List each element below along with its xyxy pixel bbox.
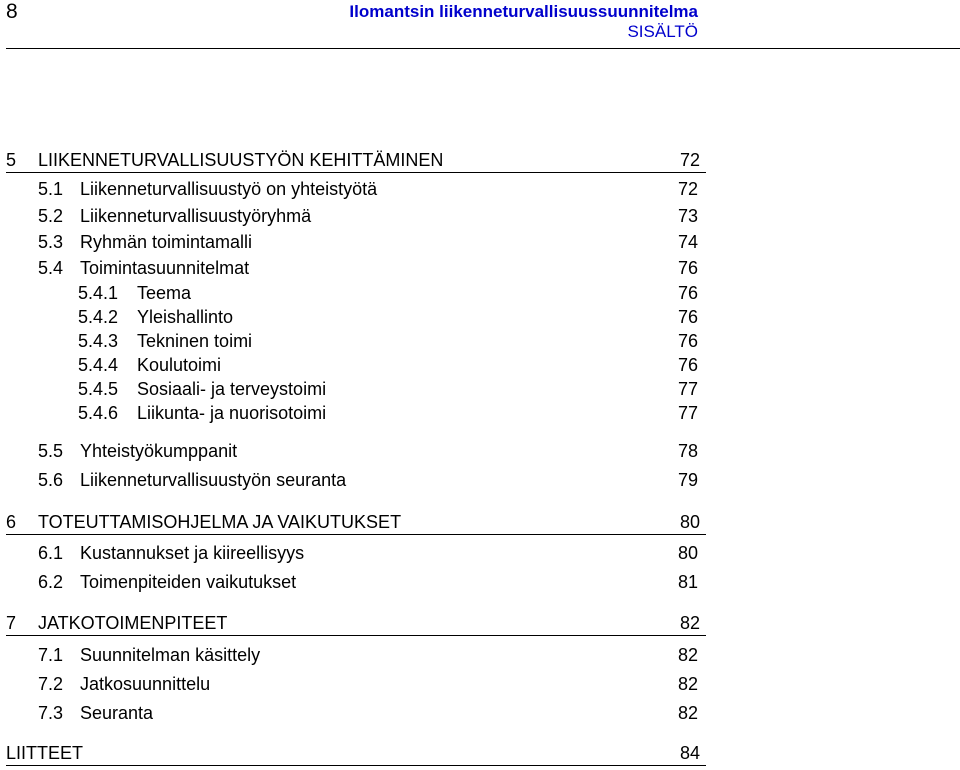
toc-entry [0,328,960,354]
toc-entry-page: 76 [677,258,698,278]
toc-entry-title: Jatkosuunnittelu [80,674,211,694]
toc-entry-title: Yleishallinto [137,307,234,327]
toc-entry [0,203,960,229]
toc-entry-page: 73 [677,206,698,226]
document-title: Ilomantsin liikenneturvallisuussuunnitelma [349,2,698,21]
toc-entry-page: 84 [679,743,700,763]
toc-entry-number: 5.4 [38,258,64,278]
toc-entry [0,400,960,426]
toc-entry-page: 76 [677,355,698,375]
toc-entry-number: 5.4.3 [78,331,119,351]
toc-entry [6,147,706,173]
toc-entry-number: 5.5 [38,441,64,461]
toc-entry [0,671,960,697]
toc-entry [0,280,960,306]
toc-entry-title: Toimenpiteiden vaikutukset [80,572,297,592]
toc-entry-title: Seuranta [80,703,154,723]
toc-entry-number: 5.4.2 [78,307,119,327]
toc-entry-title: Sosiaali- ja terveystoimi [137,379,327,399]
toc-entry-page: 74 [677,232,698,252]
toc-entry-title: Liikenneturvallisuustyön seuranta [80,470,347,490]
section-name: SISÄLTÖ [627,22,698,41]
toc-entry-number: 7.3 [38,703,64,723]
toc-entry [0,700,960,726]
toc-entry-page: 80 [679,512,700,532]
toc-entry-page: 76 [677,283,698,303]
toc-entry [0,176,960,202]
toc-entry-title: LIITTEET [6,743,84,763]
toc-entry [0,438,960,464]
toc-entry-title: Koulutoimi [137,355,222,375]
page-number: 8 [6,0,18,23]
toc-entry-page: 76 [677,331,698,351]
toc-entry-page: 80 [677,543,698,563]
toc-entry [0,569,960,595]
toc-entry [6,509,706,535]
toc-entry-title: Tekninen toimi [137,331,253,351]
toc-entry-page: 82 [677,645,698,665]
toc-entry-number: 5.4.6 [78,403,119,423]
toc-entry [0,304,960,330]
toc-entry-page: 82 [677,703,698,723]
toc-entry-title: Ryhmän toimintamalli [80,232,253,252]
toc-entry [0,229,960,255]
toc-entry-number: 6.1 [38,543,64,563]
toc-entry [6,610,706,636]
toc-entry [0,467,960,493]
toc-entry-number: 5.4.1 [78,283,119,303]
toc-entry-number: 5.1 [38,179,64,199]
toc-entry-title: Kustannukset ja kiireellisyys [80,543,305,563]
toc-entry-number: 6 [6,512,17,532]
toc-entry-title: Yhteistyökumppanit [80,441,238,461]
toc-entry-number: 6.2 [38,572,64,592]
toc-entry-title: Liikenneturvallisuustyö on yhteistyötä [80,179,378,199]
toc-entry [0,540,960,566]
toc-entry-page: 82 [677,674,698,694]
toc-entry-number: 7.2 [38,674,64,694]
toc-entry-number: 5.3 [38,232,64,252]
toc-entry-page: 77 [677,379,698,399]
toc-entry-page: 77 [677,403,698,423]
toc-entry-title: Liikunta- ja nuorisotoimi [137,403,327,423]
toc-entry-title: Toimintasuunnitelmat [80,258,250,278]
toc-entry-page: 72 [679,150,700,170]
toc-entry-number: 5.4.5 [78,379,119,399]
toc-entry-number: 5.2 [38,206,64,226]
toc-entry-title: Liikenneturvallisuustyöryhmä [80,206,312,226]
toc-entry-page: 82 [679,613,700,633]
toc-entry-title: Suunnitelman käsittely [80,645,261,665]
toc-entry-page: 79 [677,470,698,490]
toc-entry [6,740,706,766]
toc-entry-number: 5 [6,150,17,170]
toc-entry-title: JATKOTOIMENPITEET [38,613,228,633]
toc-entry-page: 72 [677,179,698,199]
toc-entry-number: 5.4.4 [78,355,119,375]
toc-entry-number: 5.6 [38,470,64,490]
toc-entry [0,376,960,402]
toc-entry-number: 7 [6,613,17,633]
toc-entry-number: 7.1 [38,645,64,665]
toc-entry-page: 78 [677,441,698,461]
toc-entry-title: TOTEUTTAMISOHJELMA JA VAIKUTUKSET [38,512,402,532]
toc-entry [0,352,960,378]
toc-entry-page: 81 [677,572,698,592]
toc-entry-page: 76 [677,307,698,327]
toc-entry-title: LIIKENNETURVALLISUUSTYÖN KEHITTÄMINEN [38,150,444,170]
toc-entry [0,642,960,668]
toc-entry [0,255,960,281]
toc-entry-title: Teema [137,283,192,303]
